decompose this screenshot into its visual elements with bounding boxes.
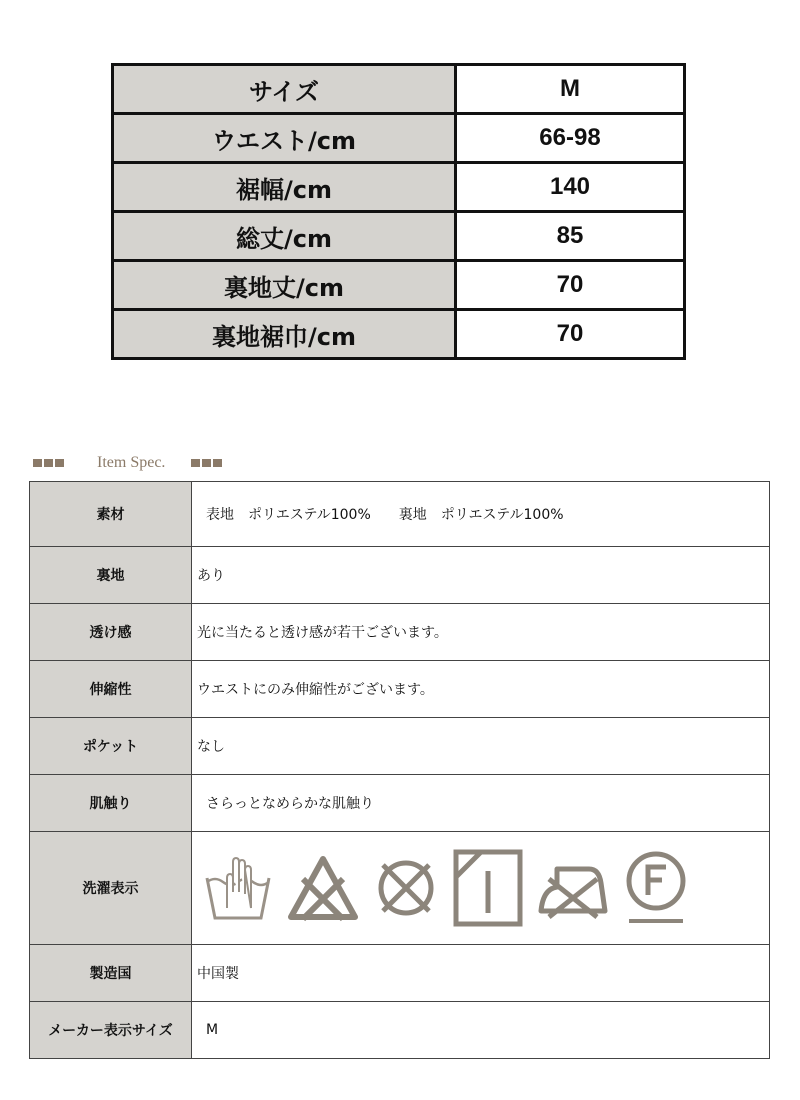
spec-row-label: 伸縮性 (30, 661, 192, 718)
spec-row-value: ウエストにのみ伸縮性がございます。 (192, 661, 770, 718)
size-row-lining-length (113, 261, 685, 310)
spec-row-label: 裏地 (30, 547, 192, 604)
size-row-value: 85 (456, 212, 685, 261)
spec-row-value: 中国製 (192, 945, 770, 1002)
care-icons-cell (192, 832, 770, 945)
size-row-value: 66-98 (456, 114, 685, 163)
size-row-label: 総丈/cm (113, 212, 456, 261)
size-row-label: ウエスト/cm (113, 114, 456, 163)
size-row-label: 裾幅/cm (113, 163, 456, 212)
spec-row-lining (30, 547, 770, 604)
hand-wash-icon (203, 852, 273, 924)
size-table (111, 63, 686, 360)
decorative-squares-right (191, 459, 222, 467)
spec-row-care (30, 832, 770, 945)
size-row-value: 70 (456, 310, 685, 359)
size-header-row (113, 65, 685, 114)
spec-row-label: 透け感 (30, 604, 192, 661)
size-header-label: サイズ (113, 65, 456, 114)
spec-row-pocket (30, 718, 770, 775)
spec-row-value: なし (192, 718, 770, 775)
no-tumble-dry-icon (373, 855, 439, 921)
spec-row-label: 素材 (30, 482, 192, 547)
no-iron-icon (537, 857, 609, 919)
size-row-hem-width (113, 163, 685, 212)
spec-row-value: あり (192, 547, 770, 604)
decorative-squares-left (33, 459, 64, 467)
spec-row-material (30, 482, 770, 547)
item-spec-title: Item Spec. (97, 454, 166, 471)
drip-dry-shade-icon (453, 849, 523, 927)
spec-row-sheerness (30, 604, 770, 661)
no-bleach-icon (287, 853, 359, 923)
spec-row-maker-size (30, 1002, 770, 1059)
size-row-label: 裏地裾巾/cm (113, 310, 456, 359)
spec-row-value: さらっとなめらかな肌触り (192, 775, 770, 832)
spec-row-label: メーカー表示サイズ (30, 1002, 192, 1059)
spec-row-value: 光に当たると透け感が若干ございます。 (192, 604, 770, 661)
size-row-label: 裏地丈/cm (113, 261, 456, 310)
spec-row-label: 肌触り (30, 775, 192, 832)
spec-row-value: M (192, 1002, 770, 1059)
size-row-lining-hem-width (113, 310, 685, 359)
size-row-total-length (113, 212, 685, 261)
spec-row-label: 洗濯表示 (30, 832, 192, 945)
spec-row-stretch (30, 661, 770, 718)
spec-row-label: 製造国 (30, 945, 192, 1002)
size-row-value: 70 (456, 261, 685, 310)
spec-table (29, 481, 770, 1059)
size-row-value: 140 (456, 163, 685, 212)
size-row-waist (113, 114, 685, 163)
care-icons (197, 849, 769, 927)
spec-row-value: 表地 ポリエステル100% 裏地 ポリエステル100% (192, 482, 770, 547)
spec-row-country (30, 945, 770, 1002)
spec-row-texture (30, 775, 770, 832)
item-spec-heading (33, 452, 222, 474)
spec-row-label: ポケット (30, 718, 192, 775)
size-header-value: M (456, 65, 685, 114)
dry-clean-f-icon (623, 849, 689, 927)
